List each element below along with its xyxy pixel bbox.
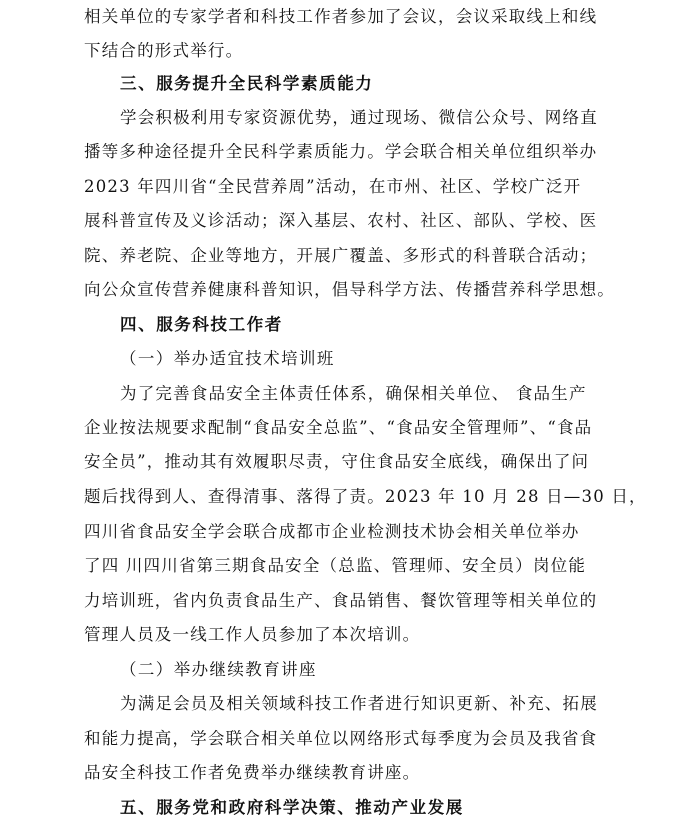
paragraph-line: 题后找得到人、查得清事、落得了责。2023 年 10 月 28 日—30 日， — [84, 487, 647, 506]
paragraph-line: 企业按法规要求配制“食品安全总监”、“食品安全管理师”、“食品 — [84, 418, 593, 437]
paragraph-line: 管理人员及一线工作人员参加了本次培训。 — [84, 625, 421, 644]
paragraph-line: 为满足会员及相关领域科技工作者进行知识更新、补充、拓展 — [120, 694, 598, 713]
paragraph-line: 播等多种途径提升全民科学素质能力。学会联合相关单位组织举办 — [84, 142, 598, 161]
paragraph-line: 为了完善食品安全主体责任体系，确保相关单位、 食品生产 — [120, 384, 587, 403]
paragraph-line: 四川省食品安全学会联合成都市企业检测技术协会相关单位举办 — [84, 522, 580, 541]
paragraph-line: 向公众宣传营养健康科普知识，倡导科学方法、传播营养科学思想。 — [84, 280, 615, 299]
paragraph-line: 院、养老院、企业等地方，开展广覆盖、多形式的科普联合活动； — [84, 246, 598, 265]
paragraph-line: 力培训班，省内负责食品生产、食品销售、餐饮管理等相关单位的 — [84, 591, 598, 610]
section-heading: 四、服务科技工作者 — [120, 315, 283, 334]
paragraph-line: 和能力提高，学会联合相关单位以网络形式每季度为会员及我省食 — [84, 729, 598, 748]
paragraph-line: 下结合的形式举行。 — [84, 41, 244, 60]
paragraph-line: 学会积极利用专家资源优势，通过现场、微信公众号、网络直 — [120, 108, 598, 127]
paragraph-line: 2023 年四川省“全民营养周”活动，在市州、社区、学校广泛开 — [84, 177, 582, 196]
subsection-heading: （二）举办继续教育讲座 — [120, 660, 317, 679]
paragraph-line: 了四 川四川省第三期食品安全（总监、管理师、安全员）岗位能 — [84, 556, 587, 575]
paragraph-line: 品安全科技工作者免费举办继续教育讲座。 — [84, 763, 421, 782]
section-heading: 三、服务提升全民科学素质能力 — [120, 74, 374, 93]
section-heading: 五、服务党和政府科学决策、推动产业发展 — [120, 798, 464, 817]
subsection-heading: （一）举办适宜技术培训班 — [120, 349, 335, 368]
paragraph-line: 安全员”，推动其有效履职尽责，守住食品安全底线，确保出了问 — [84, 452, 590, 471]
paragraph-line: 相关单位的专家学者和科技工作者参加了会议，会议采取线上和线 — [84, 7, 598, 26]
paragraph-line: 展科普宣传及义诊活动；深入基层、农村、社区、部队、学校、医 — [84, 211, 598, 230]
